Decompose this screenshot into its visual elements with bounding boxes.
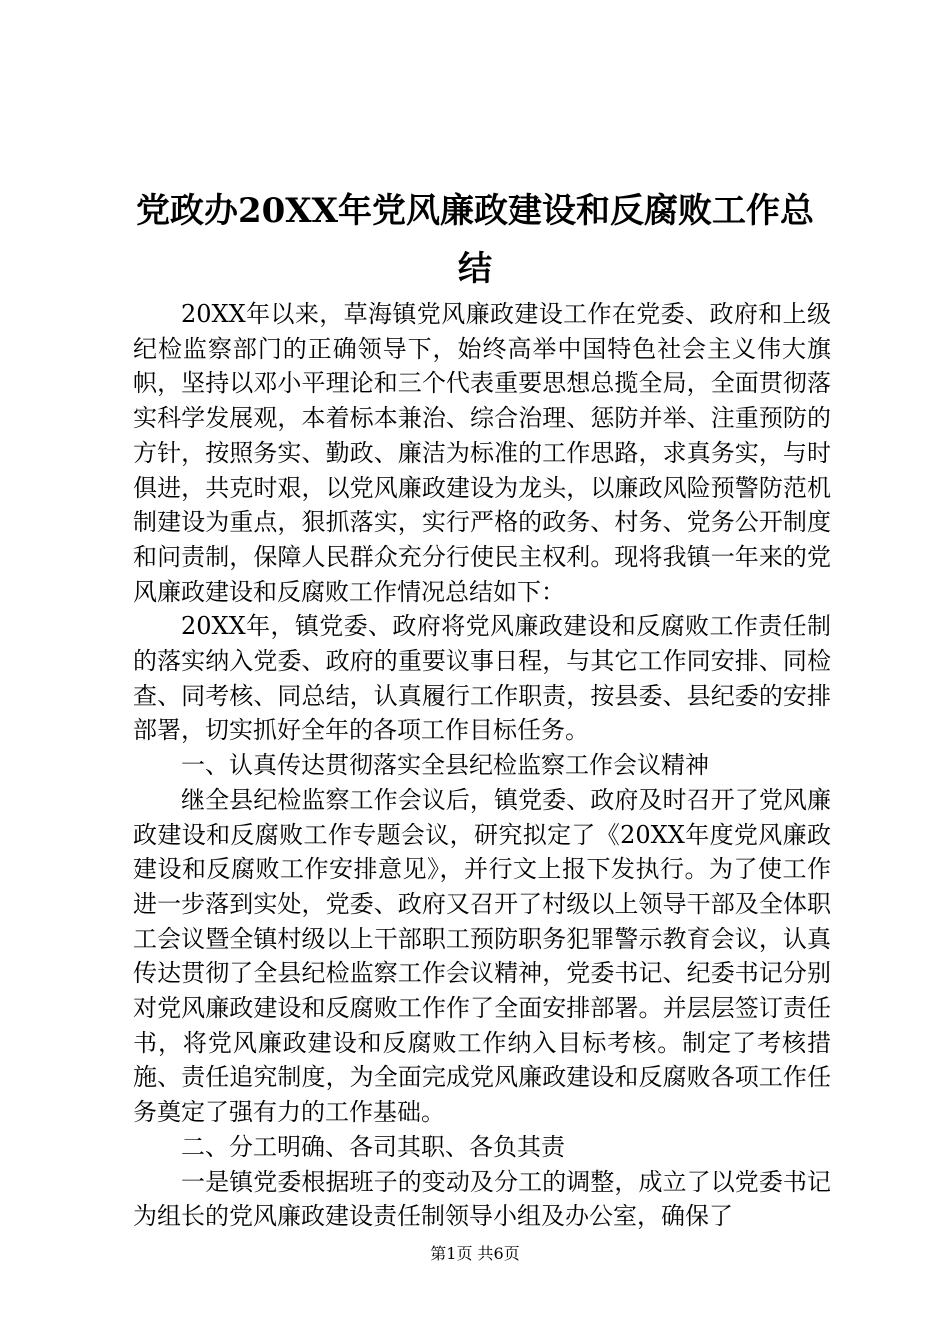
document-title: 党政办20XX年党风廉政建设和反腐败工作总结 <box>135 191 815 289</box>
section-heading-2: 二、分工明确、各司其职、各负其责 <box>181 1132 565 1161</box>
paragraph-section-2: 一是镇党委根据班子的变动及分工的调整，成立了以党委书记为组长的党风廉政建设责任制领导小组及办公室，确保了 <box>133 1167 831 1231</box>
page-number-footer: 第1页 共6页 <box>430 1244 520 1263</box>
paragraph-intro: 20XX年以来，草海镇党风廉政建设工作在党委、政府和上级纪检监察部门的正确领导下，始终高举中国特色社会主义伟大旗帜，坚持以邓小平理论和三个代表重要思想总揽全局，全面贯彻落实科学发展观，本着标本兼治、综合治理、惩防并举、注重预防的方针，按照务实、勤政、廉洁为标准的工作思路，求真务实，与时俱进，共克时艰，以党风廉政建设为龙头，以廉政风险预警防范机制建设为重点，狠抓落实，实行严格的政务、村务、党务公开制度和问责制，保障人民群众充分行使民主权利。现将我镇一年来的党风廉政建设和反腐败工作情况总结如下： <box>133 300 831 606</box>
paragraph-section-1: 继全县纪检监察工作会议后，镇党委、政府及时召开了党风廉政建设和反腐败工作专题会议，研究拟定了《20XX年度党风廉政建设和反腐败工作安排意见》，并行文上报下发执行。为了使工作进一步落到实处，党委、政府又召开了村级以上领导干部及全体职工会议暨全镇村级以上干部职工预防职务犯罪警示教育会议，认真传达贯彻了全县纪检监察工作会议精神，党委书记、纪委书记分别对党风廉政建设和反腐败工作作了全面安排部署。并层层签订责任书，将党风廉政建设和反腐败工作纳入目标考核。制定了考核措施、责任追究制度，为全面完成党风廉政建设和反腐败各项工作任务奠定了强有力的工作基础。 <box>133 785 831 1127</box>
paragraph-responsibility: 20XX年，镇党委、政府将党风廉政建设和反腐败工作责任制的落实纳入党委、政府的重要议事日程，与其它工作同安排、同检查、同考核、同总结，认真履行工作职责，按县委、县纪委的安排部署，切实抓好全年的各项工作目标任务。 <box>133 612 831 745</box>
document-body <box>133 297 831 1234</box>
section-heading-1: 一、认真传达贯彻落实全县纪检监察工作会议精神 <box>181 751 709 780</box>
